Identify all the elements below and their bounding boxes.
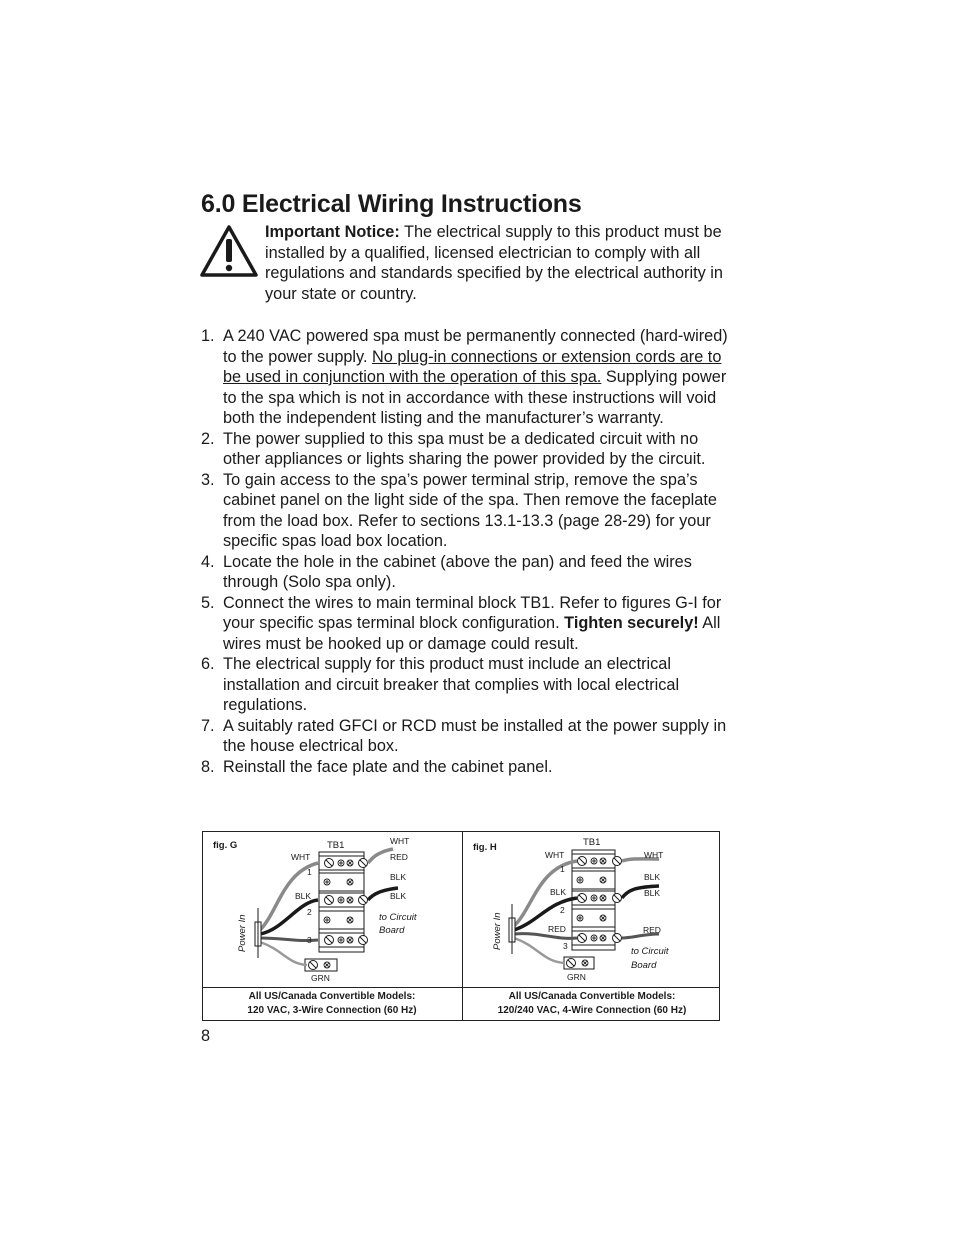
power-in-label: Power In [492,912,503,950]
to-board-label: to Circuit [631,946,669,957]
instruction-steps [201,326,731,777]
step-number: 4. [201,552,215,571]
step-emphasis: Tighten securely! [564,614,699,632]
wire-label: BLK [295,891,312,901]
step-item [201,326,731,429]
caption-line: 120/240 VAC, 4-Wire Connection (60 Hz) [497,1004,687,1016]
figure-h-tb-label: TB1 [583,837,601,848]
figure-g-tb-label: TB1 [327,840,345,851]
step-item [201,716,731,757]
step-item [201,654,731,716]
step-item [201,470,731,552]
step-number: 1. [201,327,215,345]
step-text: Locate the hole in the cabinet (above the pan) and feed the wires through (Solo spa only). [223,552,692,591]
step-number: 2. [201,429,215,448]
step-text: Reinstall the face plate and the cabinet panel. [223,757,553,776]
warning-triangle-icon [199,224,259,278]
step-text: To gain access to the spa’s power terminal strip, remove the spa’s cabinet panel on the light side of the spa. Then remove the faceplate from the load box. Refer to sections 13.1-13.3 (page 28-29) for your specific spas load box location. [223,470,717,550]
figure-h-caption [463,990,721,1017]
step-number: 6. [201,655,215,673]
step-number: 7. [201,716,215,735]
step-text: The electrical supply for this product must include an electrical installation and circuit breaker that complies with local electrical regulations. [223,655,680,714]
terminal-number: 3 [307,935,312,945]
wire-label: BLK [390,872,407,882]
step-text: Connect the wires to main terminal block TB1. Refer to figures G-I for your specific spas terminal block configuration. [223,593,722,632]
power-in-label: Power In [237,914,248,952]
figure-h [473,837,669,982]
step-text: The power supplied to this spa must be a dedicated circuit with no other appliances or lights sharing the power provided by the circuit. [223,429,706,468]
figure-h-label: fig. H [473,842,497,853]
wire-label: BLK [644,888,661,898]
caption-divider [203,987,719,988]
step-item [201,593,731,655]
caption-line: All US/Canada Convertible Models: [508,991,676,1002]
terminal-number: 2 [560,905,565,915]
figure-g-caption [203,990,461,1017]
page-number: 8 [201,1027,211,1045]
terminal-number: 3 [563,941,568,951]
wire-label: BLK [644,872,661,882]
step-item [201,552,731,593]
wire-label: WHT [390,836,410,846]
terminal-number: 1 [307,867,312,877]
figure-g-label: fig. G [213,840,238,851]
step-text: A 240 VAC powered spa must be permanently connected (hard-wired) to the power supply. [223,327,728,366]
wire-label: BLK [550,887,567,897]
page-title: 6.0 Electrical Wiring Instructions [201,190,582,218]
wire-label: RED [643,925,661,935]
wire-label: GRN [311,973,330,983]
to-board-label: Board [379,925,405,936]
caption-line: 120 VAC, 3-Wire Connection (60 Hz) [247,1004,417,1016]
wire-label: BLK [390,891,407,901]
important-notice [265,222,735,304]
wire-label: RED [548,924,566,934]
wire-label: WHT [644,850,664,860]
wire-label: WHT [545,850,565,860]
figure-g [213,836,417,983]
step-item [201,429,731,470]
notice-text: The electrical supply to this product must be installed by a qualified, licensed electrician to comply with all regulations and standards specified by the electrical authority in your state or country. [265,223,723,303]
wire-label: GRN [567,972,586,982]
step-text: Supplying power to the spa which is not in accordance with these instructions will void both the independent listing and the manufacturer’s warranty. [223,368,727,427]
to-board-label: to Circuit [379,912,417,923]
wiring-figures [202,831,720,1021]
terminal-number: 1 [560,864,565,874]
wire-label: RED [390,852,408,862]
notice-label: Important Notice: [265,223,400,241]
step-number: 3. [201,470,215,489]
step-text: A suitably rated GFCI or RCD must be installed at the power supply in the house electrical box. [223,716,727,755]
wiring-diagrams [203,832,719,987]
to-board-label: Board [631,960,657,971]
step-number: 5. [201,593,215,612]
wire-label: WHT [291,852,311,862]
step-item [201,757,731,778]
caption-line: All US/Canada Convertible Models: [248,991,416,1002]
step-text: All wires must be hooked up or damage could result. [223,614,721,653]
terminal-number: 2 [307,907,312,917]
step-warning-underlined: No plug-in connections or extension cords are to be used in conjunction with the operation of this spa. [223,347,722,386]
step-number: 8. [201,757,215,776]
